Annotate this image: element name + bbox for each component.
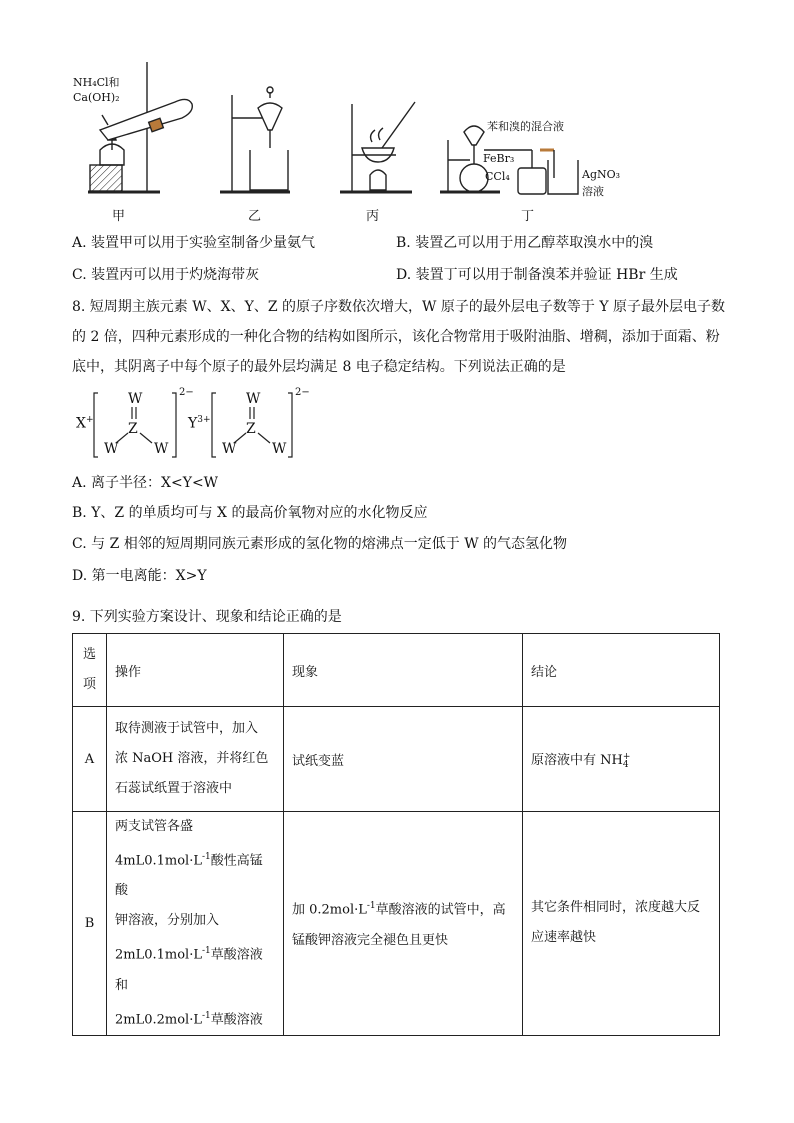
label-febr3: FeBr₃	[483, 152, 515, 165]
row-b-co-line1: 其它条件相同时，浓度越大反	[531, 900, 701, 916]
row-b-op-line1: 两支试管各盛	[115, 819, 194, 834]
header-option	[73, 634, 107, 707]
q7-option-b: B. 装置乙可以用于用乙醇萃取溴水中的溴	[396, 235, 654, 251]
atom-w-top-2: W	[246, 391, 261, 407]
caption-a: 甲	[112, 209, 126, 224]
atom-w-left-2: W	[222, 441, 237, 457]
caption-b: 乙	[248, 209, 262, 224]
header-option-line1: 选	[82, 647, 96, 662]
charge-1: 2−	[179, 387, 194, 398]
row-a-phenomenon: 试纸变蓝	[284, 707, 523, 812]
label-caoh2: Ca(OH)₂	[73, 91, 120, 104]
table-row	[73, 812, 720, 1036]
caption-c: 丙	[366, 209, 380, 224]
q8-stem-line3: 底中，其阴离子中每个原子的最外层均满足 8 电子稳定结构。下列说法正确的是	[72, 359, 566, 375]
q8-option-b: B. Y、Z 的单质均可与 X 的最高价氧物对应的水化物反应	[72, 505, 428, 521]
row-b-ph-line1: 加 $0.2mol\cdot L^{-1}$草酸溶液的试管中，高	[292, 901, 506, 918]
q8-structure	[72, 385, 332, 465]
atom-w-left-1: W	[104, 441, 119, 457]
row-b-operation	[107, 812, 284, 1036]
row-a-op-line2: 浓 NaOH 溶液，并将红色	[115, 751, 269, 766]
header-option-line2: 项	[82, 677, 96, 692]
header-operation: 操作	[107, 634, 284, 707]
row-b-phenomenon	[284, 812, 523, 1036]
q8-option-d: D. 第一电离能：X>Y	[72, 568, 207, 584]
label-nh4cl: NH₄Cl和	[73, 76, 120, 89]
q9-stem: 9. 下列实验方案设计、现象和结论正确的是	[72, 609, 342, 625]
q7-option-d: D. 装置丁可以用于制备溴苯并验证 HBr 生成	[396, 267, 678, 283]
row-b-ph-line2: 锰酸钾溶液完全褪色且更快	[292, 932, 449, 948]
nh4-charge: +	[622, 751, 631, 762]
q8-stem-line1: 8. 短周期主族元素 W、X、Y、Z 的原子序数依次增大，W 原子的最外层电子数等于 Y 原子最外层电子数	[72, 299, 726, 315]
apparatus-drawings	[0, 0, 794, 230]
header-conclusion: 结论	[523, 634, 720, 707]
charge-2: 2−	[295, 387, 310, 398]
row-a-op-line3: 石蕊试纸置于溶液中	[115, 781, 233, 796]
q7-option-a: A. 装置甲可以用于实验室制备少量氨气	[72, 235, 316, 251]
row-a-operation	[107, 707, 284, 812]
row-b-option: B	[73, 812, 107, 1036]
row-b-op-line5: $2mL0.2mol\cdot L^{-1}$草酸溶液	[115, 1010, 263, 1027]
q8-option-a: A. 离子半径：X<Y<W	[72, 475, 219, 491]
apparatus-b	[220, 87, 290, 192]
label-benzene-bromine: 苯和溴的混合液	[487, 120, 564, 133]
apparatus-figure	[0, 0, 794, 230]
ion-y: $Y^{3+}$	[188, 415, 211, 432]
row-b-conclusion	[523, 812, 720, 1036]
label-solution: 溶液	[582, 185, 604, 198]
atom-w-right-1: W	[154, 441, 169, 457]
q8-option-c: C. 与 Z 相邻的短周期同族元素形成的氢化物的熔沸点一定低于 W 的气态氢化物	[72, 536, 568, 552]
q9-table	[72, 633, 720, 1036]
table-row	[73, 707, 720, 812]
apparatus-c	[340, 102, 415, 192]
nh4-subscript: 4	[622, 759, 629, 770]
atom-z-2: Z	[246, 421, 256, 437]
atom-z-1: Z	[128, 421, 138, 437]
row-b-op-line3: 钾溶液，分别加入	[115, 913, 220, 929]
label-agno3: AgNO₃	[582, 168, 621, 181]
table-header-row	[73, 634, 720, 707]
row-a-conclusion-text: 原溶液中有 NH	[531, 753, 623, 769]
q7-option-c: C. 装置丙可以用于灼烧海带灰	[72, 267, 260, 283]
row-a-option: A	[73, 707, 107, 812]
row-a-conclusion	[523, 707, 720, 812]
row-b-co-line2: 应速率越快	[531, 930, 597, 946]
atom-w-right-2: W	[272, 441, 287, 457]
row-a-op-line1: 取待测液于试管中，加入	[115, 721, 259, 736]
header-phenomenon: 现象	[284, 634, 523, 707]
ion-x: X+	[76, 415, 94, 432]
q8-stem-line2: 的 2 倍，四种元素形成的一种化合物的结构如图所示，该化合物常用于吸附油脂、增稠，添加于面霜、粉	[72, 329, 720, 345]
label-ccl4: CCl₄	[485, 170, 510, 183]
row-b-op-line2: $4mL0.1mol\cdot L^{-1}$酸性高锰酸	[115, 852, 263, 899]
row-b-op-line4: $2mL0.1mol\cdot L^{-1}$草酸溶液和	[115, 946, 263, 993]
atom-w-top-1: W	[128, 391, 143, 407]
caption-d: 丁	[521, 209, 535, 224]
